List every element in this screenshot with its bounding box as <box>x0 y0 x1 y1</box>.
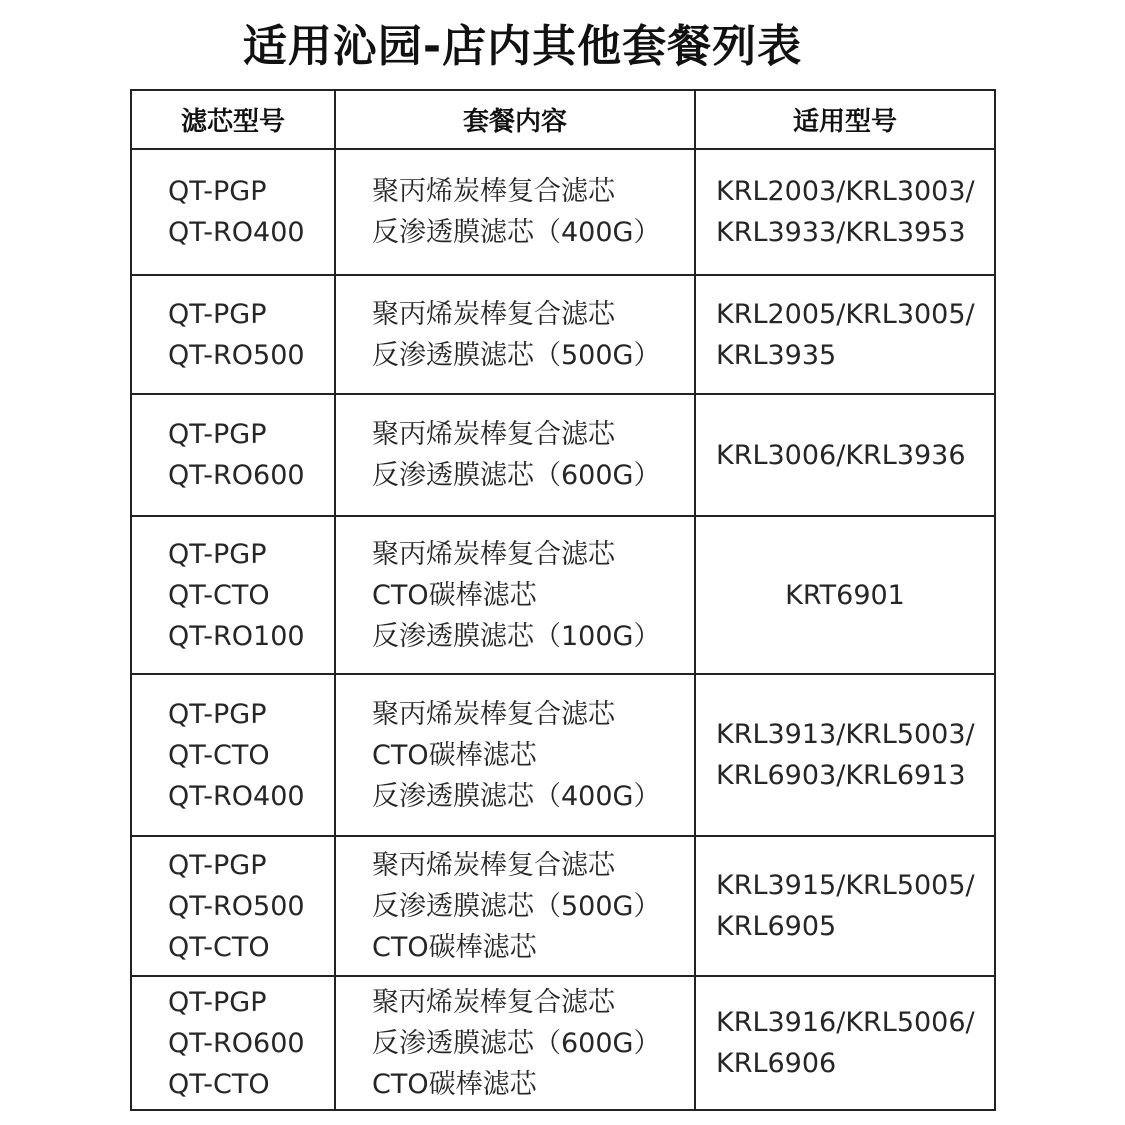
compatible-models-line: KRL6903/KRL6913 <box>716 760 966 791</box>
package-content-line: 反渗透膜滤芯（400G） <box>372 780 661 812</box>
package-content-cell <box>335 275 695 394</box>
compatible-models-line: KRL6906 <box>716 1048 837 1079</box>
package-content-line: 聚丙烯炭棒复合滤芯 <box>372 176 615 207</box>
filter-model-cell <box>131 976 335 1110</box>
filter-model-line: QT-PGP <box>168 698 267 730</box>
compatible-models-line: KRL3916/KRL5006/ <box>716 1007 975 1038</box>
compatible-models-cell <box>695 836 995 976</box>
table-row <box>131 674 995 836</box>
package-content-cell <box>335 516 695 674</box>
package-content-cell <box>335 394 695 516</box>
filter-model-cell <box>131 674 335 836</box>
compatible-models-line: KRL3935 <box>716 339 837 371</box>
filter-model-line: QT-PGP <box>168 298 267 330</box>
filter-model-line: QT-RO400 <box>168 217 305 248</box>
package-content-line: 聚丙烯炭棒复合滤芯 <box>372 849 615 881</box>
filter-model-cell <box>131 275 335 394</box>
filter-model-cell <box>131 394 335 516</box>
package-content-line: 聚丙烯炭棒复合滤芯 <box>372 698 615 730</box>
package-content-cell <box>335 836 695 976</box>
filter-model-line: QT-RO500 <box>168 339 305 371</box>
package-content-line: CTO碳棒滤芯 <box>372 739 537 771</box>
package-content-cell <box>335 976 695 1110</box>
filter-model-line: QT-RO500 <box>168 890 305 922</box>
compatible-models-line: KRL2003/KRL3003/ <box>716 176 975 207</box>
filter-model-line: QT-PGP <box>168 538 267 570</box>
filter-model-cell <box>131 516 335 674</box>
filter-model-cell <box>131 149 335 275</box>
compatible-models-line: KRL6905 <box>716 911 837 942</box>
package-content-cell <box>335 149 695 275</box>
compatible-models-line: KRT6901 <box>785 579 905 611</box>
filter-model-line: QT-RO600 <box>168 1027 305 1059</box>
package-content-line: 反渗透膜滤芯（500G） <box>372 339 661 371</box>
filter-model-line: QT-RO100 <box>168 620 305 652</box>
package-content-cell <box>335 674 695 836</box>
filter-model-line: QT-PGP <box>168 849 267 881</box>
table-row <box>131 976 995 1110</box>
table-row <box>131 836 995 976</box>
package-content-line: 聚丙烯炭棒复合滤芯 <box>372 986 615 1018</box>
package-content-line: 反渗透膜滤芯（100G） <box>372 620 661 652</box>
table-row <box>131 394 995 516</box>
package-content-line: 聚丙烯炭棒复合滤芯 <box>372 298 615 330</box>
filter-model-cell <box>131 836 335 976</box>
compatible-models-cell <box>695 149 995 275</box>
package-content-line: 反渗透膜滤芯（600G） <box>372 1027 661 1059</box>
compatible-models-line: KRL3913/KRL5003/ <box>716 719 975 750</box>
package-content-line: CTO碳棒滤芯 <box>372 1068 537 1100</box>
package-table <box>130 89 996 1111</box>
table-row <box>131 275 995 394</box>
compatible-models-cell <box>695 976 995 1110</box>
filter-model-line: QT-RO400 <box>168 780 305 812</box>
compatible-models-cell <box>695 394 995 516</box>
compatible-models-cell <box>695 516 995 674</box>
table-row <box>131 149 995 275</box>
compatible-models-line: KRL2005/KRL3005/ <box>716 298 975 330</box>
header-package-content: 套餐内容 <box>335 90 695 149</box>
compatible-models-line: KRL3006/KRL3936 <box>716 439 966 471</box>
package-content-line: 反渗透膜滤芯（400G） <box>372 217 661 248</box>
package-content-line: 聚丙烯炭棒复合滤芯 <box>372 538 615 570</box>
filter-model-line: QT-CTO <box>168 579 270 611</box>
package-content-line: CTO碳棒滤芯 <box>372 931 537 963</box>
filter-model-line: QT-RO600 <box>168 460 305 491</box>
header-filter-model: 滤芯型号 <box>131 90 335 149</box>
compatible-models-cell <box>695 275 995 394</box>
package-content-line: 聚丙烯炭棒复合滤芯 <box>372 419 615 450</box>
package-content-line: 反渗透膜滤芯（500G） <box>372 890 661 922</box>
page-title: 适用沁园-店内其他套餐列表 <box>242 21 803 72</box>
table-row <box>131 516 995 674</box>
table-header-row <box>131 90 995 149</box>
compatible-models-cell <box>695 674 995 836</box>
filter-model-line: QT-CTO <box>168 931 270 963</box>
header-compatible-models: 适用型号 <box>695 90 995 149</box>
compatible-models-line: KRL3915/KRL5005/ <box>716 870 975 901</box>
filter-model-line: QT-PGP <box>168 176 267 207</box>
filter-model-line: QT-CTO <box>168 739 270 771</box>
filter-model-line: QT-PGP <box>168 419 267 450</box>
package-content-line: 反渗透膜滤芯（600G） <box>372 460 661 491</box>
compatible-models-line: KRL3933/KRL3953 <box>716 217 966 248</box>
filter-model-line: QT-CTO <box>168 1068 270 1100</box>
package-content-line: CTO碳棒滤芯 <box>372 579 537 611</box>
filter-model-line: QT-PGP <box>168 986 267 1018</box>
